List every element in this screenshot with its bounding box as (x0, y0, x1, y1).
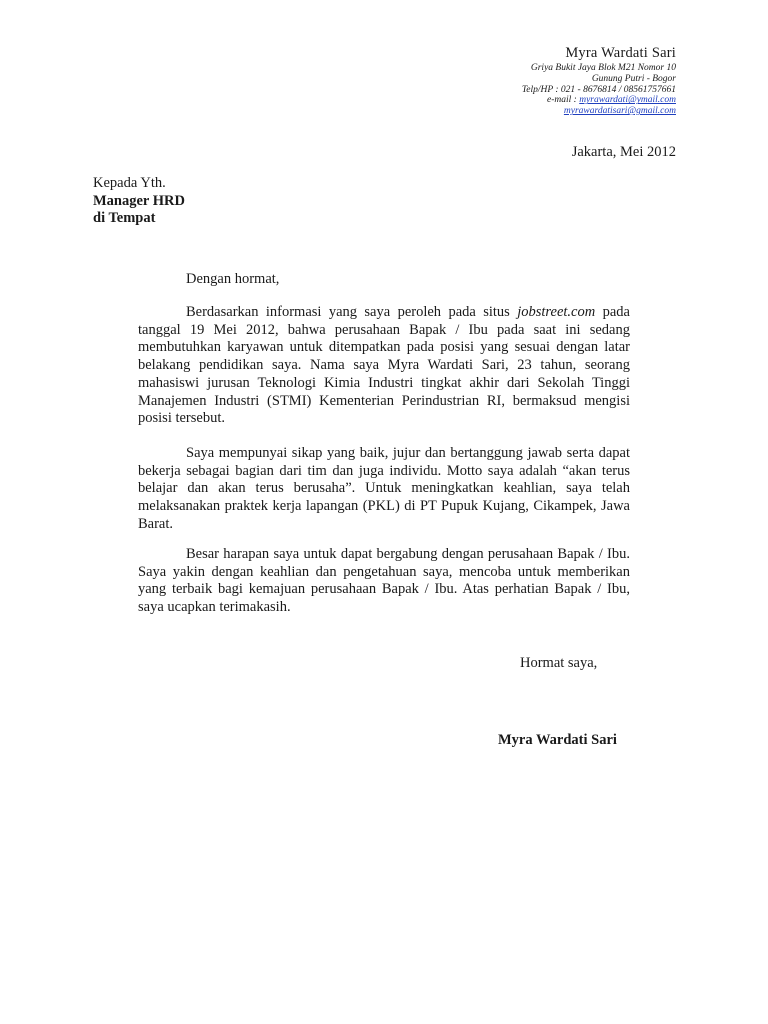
sender-email-line2 (522, 106, 676, 117)
body-paragraph-1 (138, 304, 630, 428)
jobsite-name: jobstreet.com (517, 304, 596, 320)
sender-email-line (522, 95, 676, 106)
recipient-title: Manager HRD (93, 192, 185, 209)
sender-name: Myra Wardati Sari (565, 45, 676, 61)
letter-date: Jakarta, Mei 2012 (571, 144, 676, 160)
recipient-location: di Tempat (93, 210, 156, 226)
email-link-primary[interactable]: myrawardati@ymail.com (579, 95, 676, 106)
signature-name: Myra Wardati Sari (498, 732, 617, 748)
sender-address-line1: Griya Bukit Jaya Blok M21 Nomor 10 (530, 63, 676, 73)
body-paragraph-2: Saya mempunyai sikap yang baik, jujur dan bertanggung jawab serta dapat bekerja sebagai bagian dari tim dan juga individu. Motto saya adalah “akan terus belajar dan akan terus berusaha”. Untuk meningkatkan keahlian, saya telah melaksanakan praktek kerja lapangan (PKL) di PT Pupuk Kujang, Cikampek, Jawa Barat. (138, 445, 630, 532)
recipient-salutation: Kepada Yth. (93, 175, 166, 191)
sender-block (522, 44, 676, 117)
recipient-block (93, 175, 185, 228)
sender-address-line2: Gunung Putri - Bogor (591, 73, 676, 84)
letter-greeting: Dengan hormat, (186, 271, 280, 287)
sender-phone: Telp/HP : 021 - 8676814 / 08561757661 (521, 84, 676, 95)
email-link-secondary[interactable]: myrawardatisari@gmail.com (563, 106, 676, 117)
letter-closing: Hormat saya, (520, 655, 598, 671)
paragraph1-after: pada tanggal 19 Mei 2012, bahwa perusahaan Bapak / Ibu pada saat ini sedang membutuhkan karyawan untuk ditempatkan pada posisi yang sesuai dengan latar belakang pendidikan saya. Nama saya Myra Wardati Sari, 23 tahun, seorang mahasiswi jurusan Teknologi Kimia Industri tingkat akhir dari Sekolah Tinggi Manajemen Industri (STMI) Kementerian Perindustrian RI, bermaksud mengisi posisi tersebut. (138, 304, 630, 427)
email-prefix: e-mail : (547, 95, 580, 106)
body-paragraph-3: Besar harapan saya untuk dapat bergabung dengan perusahaan Bapak / Ibu. Saya yakin dengan keahlian dan pengetahuan saya, mencoba untuk memberikan yang terbaik bagi kemajuan perusahaan Bapak / Ibu. Atas perhatian Bapak / Ibu, saya ucapkan terimakasih. (138, 546, 630, 616)
paragraph1-before: Berdasarkan informasi yang saya peroleh pada situs (186, 304, 518, 320)
